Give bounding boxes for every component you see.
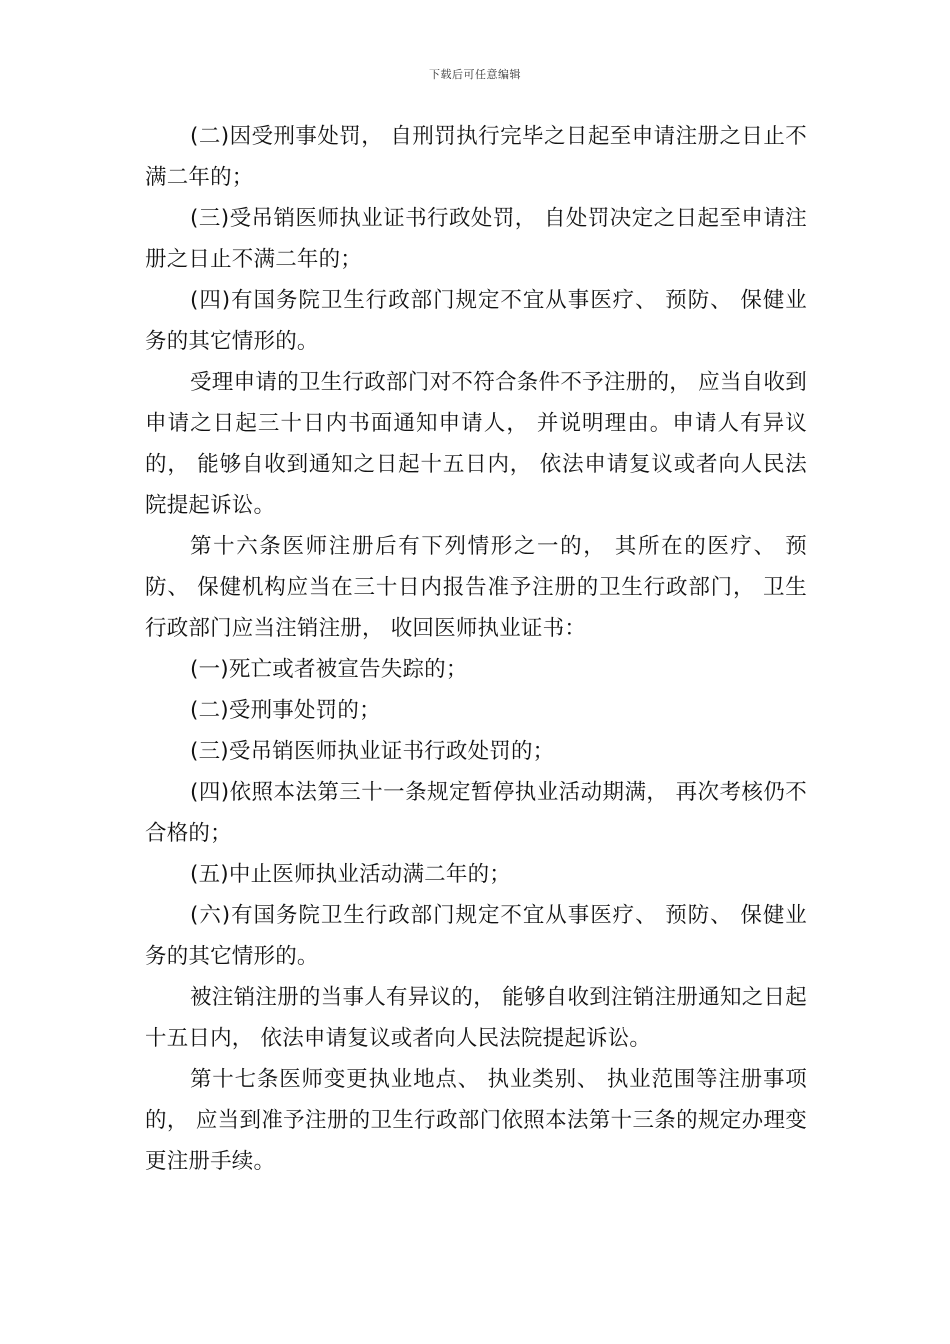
paragraph-article-16: 第十六条医师注册后有下列情形之一的， 其所在的医疗、 预防、 保健机构应当在三十日内报告准予注册的卫生行政部门， 卫生行政部门应当注销注册， 收回医师执业证书： (145, 534, 807, 641)
paragraph-article-16-item-1: (一)死亡或者被宣告失踪的； (190, 657, 468, 682)
paragraph-article-16-item-6: (六)有国务院卫生行政部门规定不宜从事医疗、 预防、 保健业务的其它情形的。 (145, 903, 807, 969)
paragraph-article-16-item-4: (四)依照本法第三十一条规定暂停执业活动期满， 再次考核仍不合格的； (145, 780, 807, 846)
paragraph-article-17: 第十七条医师变更执业地点、 执业类别、 执业范围等注册事项的， 应当到准予注册的卫生行政部门依照本法第十三条的规定办理变更注册手续。 (145, 1067, 807, 1174)
paragraph-clause-3-license-revoked: (三)受吊销医师执业证书行政处罚， 自处罚决定之日起至申请注册之日止不满二年的； (145, 206, 807, 272)
paragraph-clause-2-criminal-penalty: (二)因受刑事处罚， 自刑罚执行完毕之日起至申请注册之日止不满二年的； (145, 124, 807, 190)
paragraph-article-16-item-5: (五)中止医师执业活动满二年的； (190, 862, 511, 887)
paragraph-article-16-item-2: (二)受刑事处罚的； (190, 698, 381, 723)
paragraph-clause-4-other-circumstances: (四)有国务院卫生行政部门规定不宜从事医疗、 预防、 保健业务的其它情形的。 (145, 288, 807, 354)
paragraph-refusal-notice: 受理申请的卫生行政部门对不符合条件不予注册的， 应当自收到申请之日起三十日内书面通知申请人， 并说明理由。申请人有异议的， 能够自收到通知之日起十五日内， 依法申请复议或者向人民法院提起诉讼。 (145, 370, 807, 518)
document-body (145, 116, 807, 1182)
paragraph-deregistration-objection: 被注销注册的当事人有异议的， 能够自收到注销注册通知之日起十五日内， 依法申请复议或者向人民法院提起诉讼。 (145, 985, 807, 1051)
page-header: 下载后可任意编辑 (429, 68, 521, 81)
paragraph-article-16-item-3: (三)受吊销医师执业证书行政处罚的； (190, 739, 555, 764)
